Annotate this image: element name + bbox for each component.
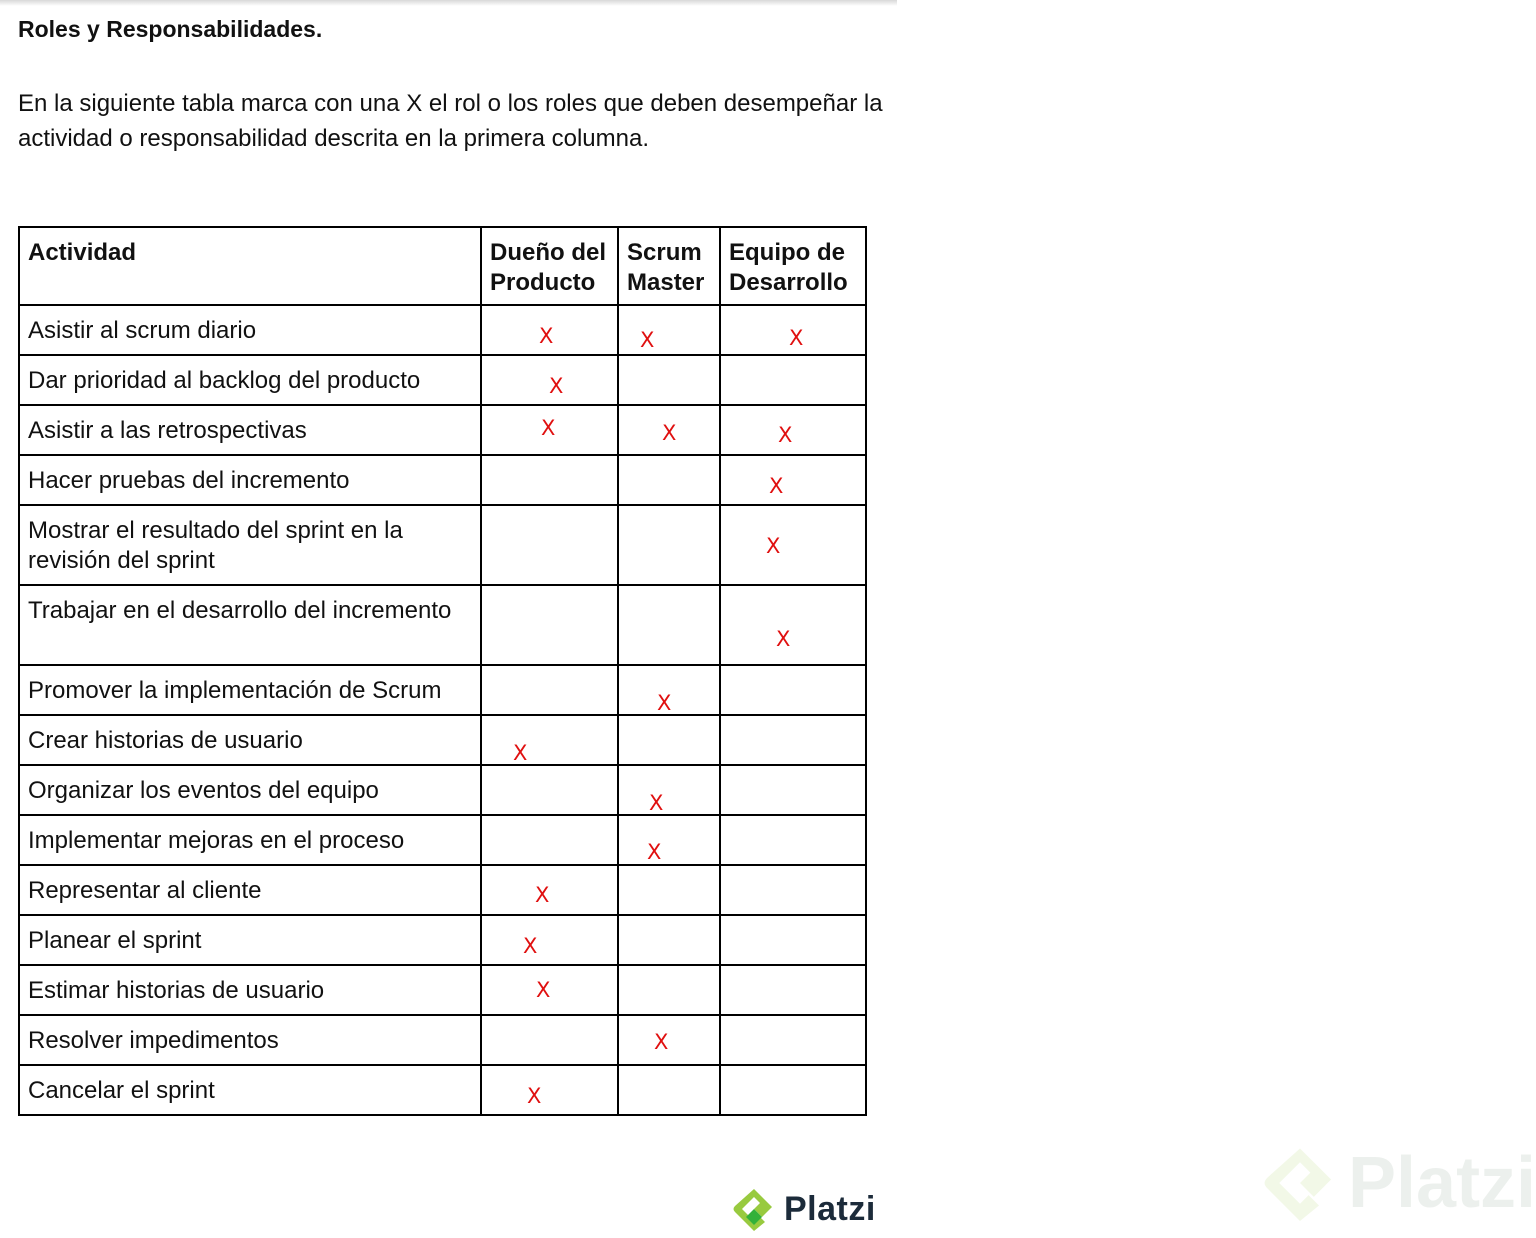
activity-cell: Trabajar en el desarrollo del incremento <box>19 585 481 665</box>
activity-cell: Asistir a las retrospectivas <box>19 405 481 455</box>
mark-cell-dev[interactable] <box>720 715 866 765</box>
mark-cell-po[interactable] <box>481 1015 618 1065</box>
platzi-watermark-text: Platzi <box>1348 1143 1536 1223</box>
table-body <box>19 305 866 1115</box>
table-row <box>19 965 866 1015</box>
x-mark: X <box>778 423 793 447</box>
x-mark: X <box>523 934 538 958</box>
table-row <box>19 455 866 505</box>
mark-cell-po[interactable] <box>481 665 618 715</box>
table-row <box>19 505 866 585</box>
x-mark: X <box>649 791 664 815</box>
activity-cell: Promover la implementación de Scrum <box>19 665 481 715</box>
mark-cell-sm[interactable] <box>618 455 720 505</box>
platzi-logo-text: Platzi <box>784 1189 876 1228</box>
mark-cell-dev[interactable] <box>720 965 866 1015</box>
mark-cell-sm[interactable] <box>618 915 720 965</box>
mark-cell-sm[interactable] <box>618 965 720 1015</box>
mark-cell-sm[interactable] <box>618 865 720 915</box>
mark-cell-po[interactable] <box>481 765 618 815</box>
mark-cell-sm[interactable] <box>618 715 720 765</box>
mark-cell-dev[interactable] <box>720 765 866 815</box>
table-row <box>19 915 866 965</box>
mark-cell-sm[interactable] <box>618 665 720 715</box>
mark-cell-dev[interactable] <box>720 665 866 715</box>
mark-cell-dev[interactable] <box>720 815 866 865</box>
x-mark: X <box>640 328 655 352</box>
x-mark: X <box>536 978 551 1002</box>
x-mark: X <box>766 534 781 558</box>
x-mark: X <box>513 741 528 765</box>
mark-cell-po[interactable] <box>481 355 618 405</box>
activity-cell: Planear el sprint <box>19 915 481 965</box>
header-activity: Actividad <box>19 227 481 305</box>
table-header-row <box>19 227 866 305</box>
platzi-watermark <box>1262 1138 1536 1228</box>
mark-cell-po[interactable] <box>481 305 618 355</box>
x-mark: X <box>769 474 784 498</box>
x-mark: X <box>535 883 550 907</box>
mark-cell-po[interactable] <box>481 405 618 455</box>
mark-cell-po[interactable] <box>481 505 618 585</box>
mark-cell-po[interactable] <box>481 1065 618 1115</box>
mark-cell-sm[interactable] <box>618 1015 720 1065</box>
intro-paragraph: En la siguiente tabla marca con una X el rol o los roles que deben desempeñar la actividad o responsabilidad descrita en la primera columna. <box>18 90 883 152</box>
table-row <box>19 765 866 815</box>
mark-cell-po[interactable] <box>481 455 618 505</box>
table-row <box>19 865 866 915</box>
table-row <box>19 305 866 355</box>
mark-cell-sm[interactable] <box>618 765 720 815</box>
platzi-logo <box>732 1186 876 1232</box>
mark-cell-sm[interactable] <box>618 1065 720 1115</box>
x-mark: X <box>527 1084 542 1108</box>
table-row <box>19 715 866 765</box>
activity-cell: Cancelar el sprint <box>19 1065 481 1115</box>
mark-cell-dev[interactable] <box>720 915 866 965</box>
x-mark: X <box>541 416 556 440</box>
activity-cell: Mostrar el resultado del sprint en la revisión del sprint <box>19 505 481 585</box>
mark-cell-dev[interactable] <box>720 405 866 455</box>
x-mark: X <box>657 691 672 715</box>
activity-cell: Organizar los eventos del equipo <box>19 765 481 815</box>
header-product-owner: Dueño del Producto <box>481 227 618 305</box>
mark-cell-sm[interactable] <box>618 585 720 665</box>
table-row <box>19 1065 866 1115</box>
activity-cell: Estimar historias de usuario <box>19 965 481 1015</box>
activity-cell: Resolver impedimentos <box>19 1015 481 1065</box>
mark-cell-dev[interactable] <box>720 505 866 585</box>
table-row <box>19 355 866 405</box>
document-title: Roles y Responsabilidades. <box>18 16 323 42</box>
x-mark: X <box>776 627 791 651</box>
table-row <box>19 815 866 865</box>
platzi-watermark-icon <box>1262 1139 1338 1227</box>
mark-cell-po[interactable] <box>481 965 618 1015</box>
x-mark: X <box>662 421 677 445</box>
activity-cell: Crear historias de usuario <box>19 715 481 765</box>
table-row <box>19 405 866 455</box>
activity-cell: Representar al cliente <box>19 865 481 915</box>
x-mark: X <box>549 374 564 398</box>
mark-cell-dev[interactable] <box>720 1015 866 1065</box>
mark-cell-sm[interactable] <box>618 355 720 405</box>
platzi-logo-icon <box>732 1186 776 1232</box>
x-mark: X <box>654 1030 669 1054</box>
mark-cell-dev[interactable] <box>720 455 866 505</box>
x-mark: X <box>647 840 662 864</box>
activity-cell: Dar prioridad al backlog del producto <box>19 355 481 405</box>
mark-cell-sm[interactable] <box>618 505 720 585</box>
table-row <box>19 665 866 715</box>
mark-cell-po[interactable] <box>481 715 618 765</box>
mark-cell-dev[interactable] <box>720 1065 866 1115</box>
mark-cell-sm[interactable] <box>618 305 720 355</box>
mark-cell-sm[interactable] <box>618 815 720 865</box>
mark-cell-po[interactable] <box>481 815 618 865</box>
mark-cell-po[interactable] <box>481 865 618 915</box>
mark-cell-dev[interactable] <box>720 305 866 355</box>
x-mark: X <box>789 326 804 350</box>
table-row <box>19 1015 866 1065</box>
mark-cell-po[interactable] <box>481 585 618 665</box>
header-dev-team: Equipo de Desarrollo <box>720 227 866 305</box>
header-scrum-master: Scrum Master <box>618 227 720 305</box>
table-row <box>19 585 866 665</box>
x-mark: X <box>539 324 554 348</box>
activity-cell: Asistir al scrum diario <box>19 305 481 355</box>
mark-cell-dev[interactable] <box>720 865 866 915</box>
mark-cell-dev[interactable] <box>720 585 866 665</box>
mark-cell-sm[interactable] <box>618 405 720 455</box>
mark-cell-dev[interactable] <box>720 355 866 405</box>
top-shadow <box>0 0 897 6</box>
activity-cell: Implementar mejoras en el proceso <box>19 815 481 865</box>
activity-cell: Hacer pruebas del incremento <box>19 455 481 505</box>
roles-table <box>18 226 867 1116</box>
mark-cell-po[interactable] <box>481 915 618 965</box>
